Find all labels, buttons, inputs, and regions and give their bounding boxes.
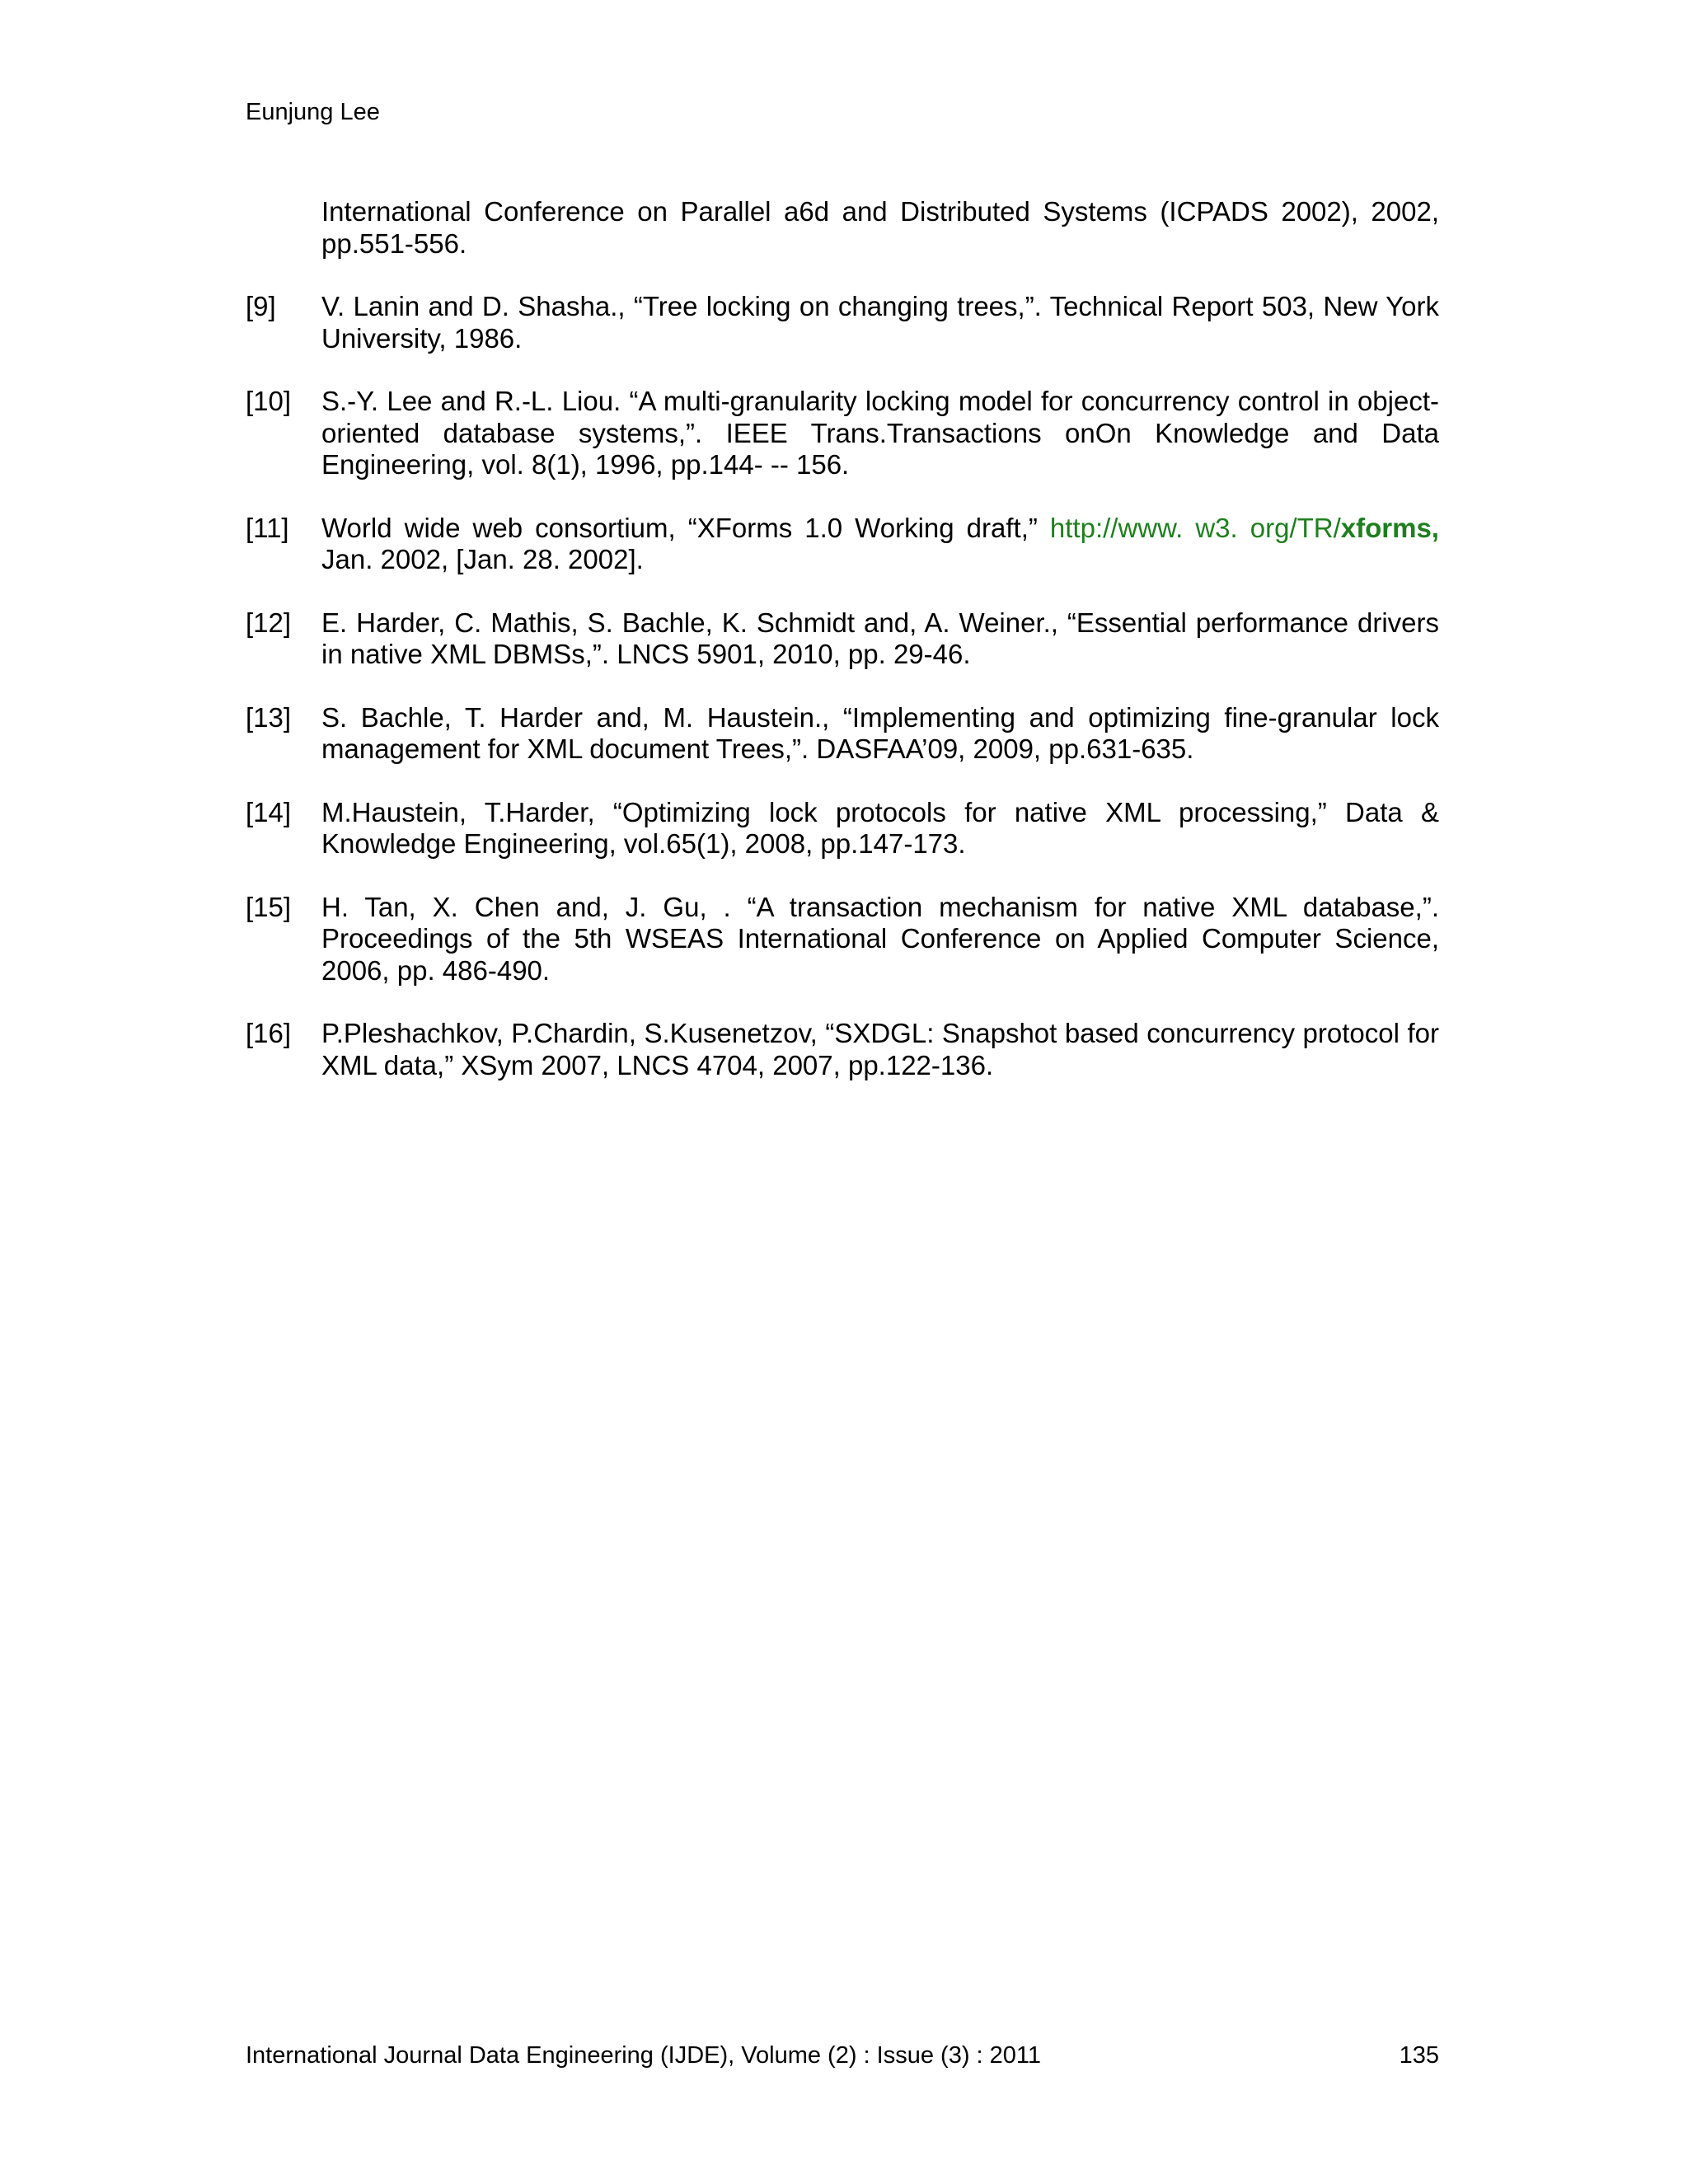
url-text: http://www. w3. org/TR/ bbox=[1049, 512, 1341, 543]
reference-13 bbox=[246, 702, 1439, 766]
reference-text: H. Tan, X. Chen and, J. Gu, . “A transaction mechanism for native XML database,”. Proceedings of the 5th WSEAS International Conference on Applied Computer Science, 2006, pp. 486-490. bbox=[321, 891, 1439, 986]
reference-label: [9] bbox=[246, 291, 276, 321]
reference-continuation bbox=[246, 196, 1439, 260]
reference-list bbox=[246, 196, 1439, 1113]
reference-text: International Conference on Parallel a6d and Distributed Systems (ICPADS 2002), 2002, pp.551-556. bbox=[321, 196, 1439, 259]
reference-16 bbox=[246, 1018, 1439, 1081]
page-number: 135 bbox=[1399, 2042, 1439, 2069]
journal-citation: International Journal Data Engineering (IJDE), Volume (2) : Issue (3) : 2011 bbox=[246, 2042, 1042, 2069]
reference-text-after-link: Jan. 2002, [Jan. 28. 2002]. bbox=[321, 544, 644, 574]
reference-text: M.Haustein, T.Harder, “Optimizing lock protocols for native XML processing,” Data & Knowledge Engineering, vol.65(1), 2008, pp.147-173. bbox=[321, 796, 1439, 859]
reference-text: E. Harder, C. Mathis, S. Bachle, K. Schmidt and, A. Weiner., “Essential performance drivers in native XML DBMSs,”. LNCS 5901, 2010, pp. 29-46. bbox=[321, 607, 1439, 669]
url-bold-text: xforms, bbox=[1340, 512, 1439, 543]
reference-label: [13] bbox=[246, 701, 292, 733]
xforms-url-link[interactable] bbox=[1050, 513, 1439, 543]
reference-text: V. Lanin and D. Shasha., “Tree locking on changing trees,”. Technical Report 503, New York University, 1986. bbox=[321, 291, 1439, 354]
reference-label: [15] bbox=[246, 891, 292, 922]
reference-text-before-link: World wide web consortium, “XForms 1.0 Working draft,” bbox=[321, 512, 1050, 543]
reference-label: [10] bbox=[246, 386, 292, 416]
reference-text: P.Pleshachkov, P.Chardin, S.Kusenetzov, “SXDGL: Snapshot based concurrency protocol for XML data,” XSym 2007, LNCS 4704, 2007, pp.122-136. bbox=[321, 1018, 1439, 1080]
running-header-author: Eunjung Lee bbox=[246, 99, 380, 125]
reference-9 bbox=[246, 291, 1439, 354]
reference-14 bbox=[246, 797, 1439, 860]
reference-label: [14] bbox=[246, 796, 292, 827]
reference-10 bbox=[246, 386, 1439, 481]
reference-label: [11] bbox=[246, 512, 289, 543]
reference-12 bbox=[246, 607, 1439, 671]
reference-text: S.-Y. Lee and R.-L. Liou. “A multi-granularity locking model for concurrency control in object-oriented database systems,”. IEEE Trans.Transactions onOn Knowledge and Data Engineering, vol. 8(1), 1996, pp.144- -- 156. bbox=[321, 386, 1439, 480]
reference-label: [16] bbox=[246, 1018, 292, 1048]
reference-text: S. Bachle, T. Harder and, M. Haustein., “Implementing and optimizing fine-granular lock management for XML document Trees,”. DASFAA’09, 2009, pp.631-635. bbox=[321, 701, 1439, 764]
reference-11 bbox=[246, 513, 1439, 576]
reference-15 bbox=[246, 892, 1439, 987]
reference-label: [12] bbox=[246, 607, 292, 638]
